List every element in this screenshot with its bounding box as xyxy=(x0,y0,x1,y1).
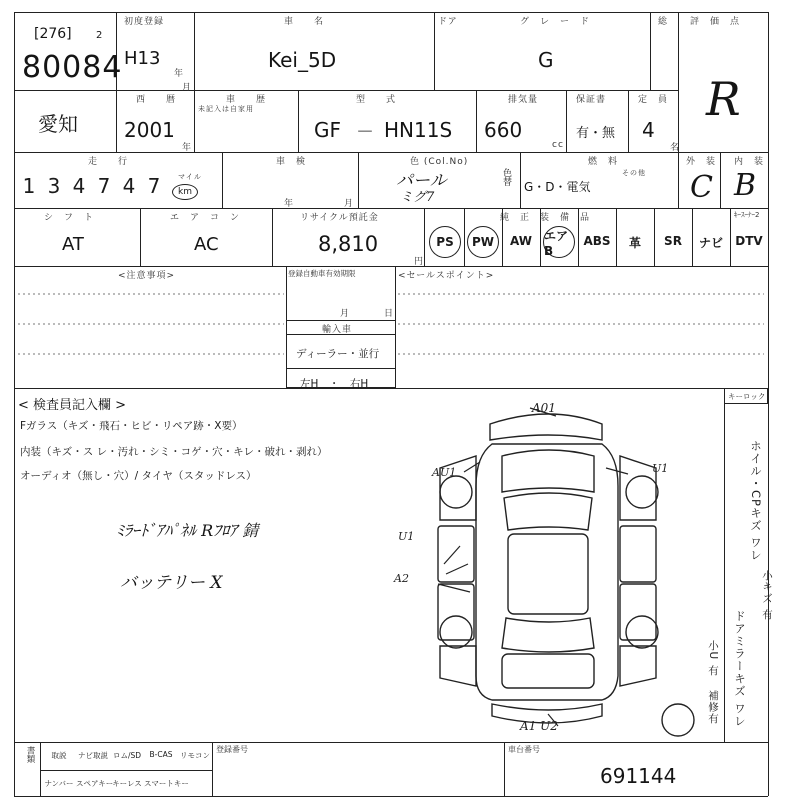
label-a1u2: A1 U2 xyxy=(520,719,558,733)
r4-div2 xyxy=(272,208,273,266)
docs-label: 書類 xyxy=(25,746,35,763)
western-year: 2001 xyxy=(124,118,175,142)
mileage-digit: 7 xyxy=(147,174,161,198)
seats-unit: 名 xyxy=(670,143,681,153)
mile-label: マイル xyxy=(178,173,202,181)
km-circled: km xyxy=(172,184,198,200)
document-item: ナビ取説 xyxy=(78,751,108,760)
shift-value: AT xyxy=(62,234,84,255)
right-col-divider xyxy=(724,404,725,742)
small-u-note: 小U 有 xyxy=(707,640,719,677)
small-scratch-note: 小キズ 有 xyxy=(761,570,773,621)
cc-unit: cc xyxy=(552,140,564,150)
document-item: キーレス xyxy=(112,779,142,788)
r3-div1 xyxy=(222,152,223,208)
equipment-item: PS xyxy=(429,226,461,258)
eval-divider xyxy=(678,12,679,208)
r2-div5 xyxy=(566,90,567,152)
car-name-label: 車 名 xyxy=(284,17,325,27)
trunk xyxy=(502,654,594,688)
seats: 4 xyxy=(642,118,655,142)
inspection-bottom xyxy=(14,742,768,743)
mileage-digit: 4 xyxy=(72,174,86,198)
audio-tire-line: オーディオ（無し・穴）/ タイヤ（スタッドレス） xyxy=(20,470,257,482)
r2-div6 xyxy=(628,90,629,152)
sales-label: <セールスポイント> xyxy=(398,271,495,281)
fuel-value: G・D・電気 xyxy=(524,180,591,194)
mileage-digit: 7 xyxy=(97,174,111,198)
recycle-label: リサイクル預託金 xyxy=(300,213,379,223)
r2-div4 xyxy=(476,90,477,152)
eval-score: R xyxy=(706,72,741,126)
label-a2: A2 xyxy=(394,572,409,585)
key-label: ｷｰｽｰﾅｰ2 xyxy=(734,211,760,219)
interior-line: 内装（キズ・ス レ・汚れ・シミ・コゲ・穴・キレ・破れ・剥れ） xyxy=(20,446,328,458)
right-rear-fender xyxy=(620,646,656,686)
caution-label: <注意事項> xyxy=(118,271,176,281)
equipment-divider xyxy=(502,208,503,266)
inspection-title: < 検査員記入欄 > xyxy=(18,398,127,413)
footer-div2 xyxy=(504,742,505,796)
document-item: ロム/SD xyxy=(112,751,142,760)
color-value: パール xyxy=(396,171,447,191)
footer-div0 xyxy=(40,742,41,796)
displacement-label: 排気量 xyxy=(508,95,539,105)
r4-div1 xyxy=(140,208,141,266)
first-reg-tsuki: 月 xyxy=(182,83,193,93)
equipment-divider xyxy=(692,208,693,266)
r3-div4 xyxy=(720,152,721,208)
warranty: 有・無 xyxy=(576,126,616,141)
shaken-label: 車 検 xyxy=(276,157,307,167)
mileage-label: 走 行 xyxy=(88,157,129,167)
dashed-lines xyxy=(14,276,768,386)
rear-window xyxy=(502,618,594,652)
first-reg-label: 初度登録 xyxy=(124,17,165,27)
row2-nen: 年 xyxy=(182,143,193,153)
equipment-item: ABS xyxy=(583,234,611,248)
document-item: B-CAS xyxy=(149,750,173,759)
equipment-label: 純 正 装 備 品 xyxy=(500,213,591,223)
exterior-grade: C xyxy=(690,170,713,205)
total-label: 総 xyxy=(658,17,669,27)
glass-line: Fガラス（キズ・飛石・ヒビ・リペア跡・X要） xyxy=(20,420,243,432)
first-reg-nen: 年 xyxy=(174,69,185,79)
door-label: ドア xyxy=(438,17,458,27)
footer-bottom xyxy=(14,796,768,797)
right-front-fender xyxy=(620,456,656,520)
left-border xyxy=(14,12,15,796)
equipment-item: ナビ xyxy=(698,236,723,250)
footer-mid xyxy=(40,770,212,771)
yen-unit: 円 xyxy=(414,257,425,267)
document-item: リモコン xyxy=(180,751,210,760)
document-item: 取説 xyxy=(51,751,67,760)
history-label: 車 歴 xyxy=(226,95,267,105)
equipment-divider xyxy=(464,208,465,266)
equipment-item: DTV xyxy=(735,234,763,248)
fuel-other: その他 xyxy=(622,169,646,177)
top-border xyxy=(14,12,768,13)
car-damage-diagram xyxy=(380,396,710,742)
model-label: 型 式 xyxy=(356,95,397,105)
interior-grade: B xyxy=(734,168,757,203)
handwritten-note-1: ﾐﾗｰﾄﾞｱﾊﾟﾈﾙ Rﾌﾛｱ 錆 xyxy=(116,521,259,540)
label-au1: AU1 xyxy=(432,466,457,479)
fuel-label: 燃 料 xyxy=(588,157,619,167)
lot-bracket: [276] xyxy=(34,26,72,42)
windshield xyxy=(504,493,592,530)
color-label: 色 (Col.No) xyxy=(410,157,469,167)
eval-label: 評 価 点 xyxy=(690,17,741,27)
ac-value: AC xyxy=(194,234,219,255)
color-code: ミグ7 xyxy=(400,190,435,205)
mileage-digit: 3 xyxy=(47,174,61,198)
reg-hi: 日 xyxy=(384,309,395,319)
wheel-note: ホイル・CPキズ ワレ xyxy=(749,440,763,562)
shaken-nen: 年 xyxy=(284,199,295,209)
row2-bottom xyxy=(14,152,768,153)
car-body xyxy=(476,444,618,700)
r1-div4 xyxy=(650,12,651,90)
grade-label: グ レ ー ド xyxy=(520,17,591,27)
right-border xyxy=(768,12,769,796)
label-u1-left: U1 xyxy=(398,530,415,543)
equipment-divider xyxy=(578,208,579,266)
label-u1-right: U1 xyxy=(652,462,669,475)
r4-div3 xyxy=(424,208,425,266)
r2-div1 xyxy=(116,90,117,152)
displacement: 660 xyxy=(484,118,523,142)
model-code: HN11S xyxy=(384,118,453,142)
recolor-label: 色替 xyxy=(501,168,511,186)
grade-value: G xyxy=(538,48,554,72)
equipment-divider xyxy=(654,208,655,266)
document-item: スマートキー xyxy=(144,779,189,788)
history-sub: 未記入は自家用 xyxy=(198,105,254,113)
mirror-note: ドアミラーキズ ワレ xyxy=(733,610,747,728)
right-rear-wheel xyxy=(626,616,658,648)
left-rear-wheel xyxy=(440,616,472,648)
equipment-item: エアB xyxy=(543,226,575,258)
shaken-tsuki: 月 xyxy=(344,199,355,209)
equipment-item: AW xyxy=(510,234,532,248)
r1-div2 xyxy=(194,12,195,90)
model-gf: GF xyxy=(314,118,342,142)
equipment-item: 革 xyxy=(628,236,641,250)
recycle-fee: 8,810 xyxy=(318,232,379,256)
repaired-note: 補修有 xyxy=(707,690,719,725)
label-a01-top: A01 xyxy=(532,401,556,415)
right-front-door xyxy=(620,526,656,582)
r3-div3 xyxy=(520,152,521,208)
equipment-list xyxy=(426,222,768,264)
car-name: Kei_5D xyxy=(268,48,337,72)
interior-label: 内 装 xyxy=(734,157,765,167)
document-item: スペアキー xyxy=(76,779,114,788)
equipment-divider xyxy=(540,208,541,266)
warranty-label: 保証書 xyxy=(576,95,607,105)
handwritten-note-2: バッテリー X xyxy=(120,573,223,593)
spare-wheel xyxy=(662,704,694,736)
mileage-digit: 4 xyxy=(122,174,136,198)
r3-div2 xyxy=(358,152,359,208)
section-bottom xyxy=(14,388,768,389)
front-bumper xyxy=(490,414,602,440)
hood xyxy=(502,450,594,492)
reg-valid-label: 登録自動車有効期限 xyxy=(288,269,356,278)
reg-number-label: 登録番号 xyxy=(216,745,248,754)
keylock-label: キーロック xyxy=(728,392,766,401)
shift-label: シ フ ト xyxy=(44,213,95,223)
chassis-label: 車台番号 xyxy=(508,745,540,754)
exterior-label: 外 装 xyxy=(686,157,717,167)
lot-sub: 2 xyxy=(96,30,103,41)
left-rear-door xyxy=(438,584,474,640)
import-label: 輸入車 xyxy=(322,325,353,335)
document-item: ナンバー xyxy=(44,779,74,788)
r2-div3 xyxy=(298,90,299,152)
dealer-parallel: ディーラー・並行 xyxy=(296,348,380,360)
mileage-digit: 1 xyxy=(22,174,36,198)
ac-label: エ ア コ ン xyxy=(170,213,241,223)
origin: 愛知 xyxy=(38,112,78,136)
roof xyxy=(508,534,588,614)
lot-number: 80084 xyxy=(22,50,123,85)
equipment-divider xyxy=(616,208,617,266)
r2-div2 xyxy=(194,90,195,152)
footer-div1 xyxy=(212,742,213,796)
seats-label: 定 員 xyxy=(638,95,669,105)
left-front-wheel xyxy=(440,476,472,508)
handle-side: 左H ・ 右H xyxy=(300,378,369,390)
chassis-number: 691144 xyxy=(600,764,677,788)
right-front-wheel xyxy=(626,476,658,508)
western-year-label: 西 暦 xyxy=(136,95,177,105)
left-rear-fender xyxy=(440,646,476,686)
row1-bottom xyxy=(14,90,678,91)
equipment-item: SR xyxy=(664,234,682,248)
r1-div3 xyxy=(434,12,435,90)
left-front-door xyxy=(438,526,474,582)
reg-tsuki: 月 xyxy=(340,309,351,319)
model-dash: － xyxy=(356,122,374,143)
equipment-divider xyxy=(730,208,731,266)
first-reg-year: H13 xyxy=(124,48,161,69)
equipment-item: PW xyxy=(467,226,499,258)
